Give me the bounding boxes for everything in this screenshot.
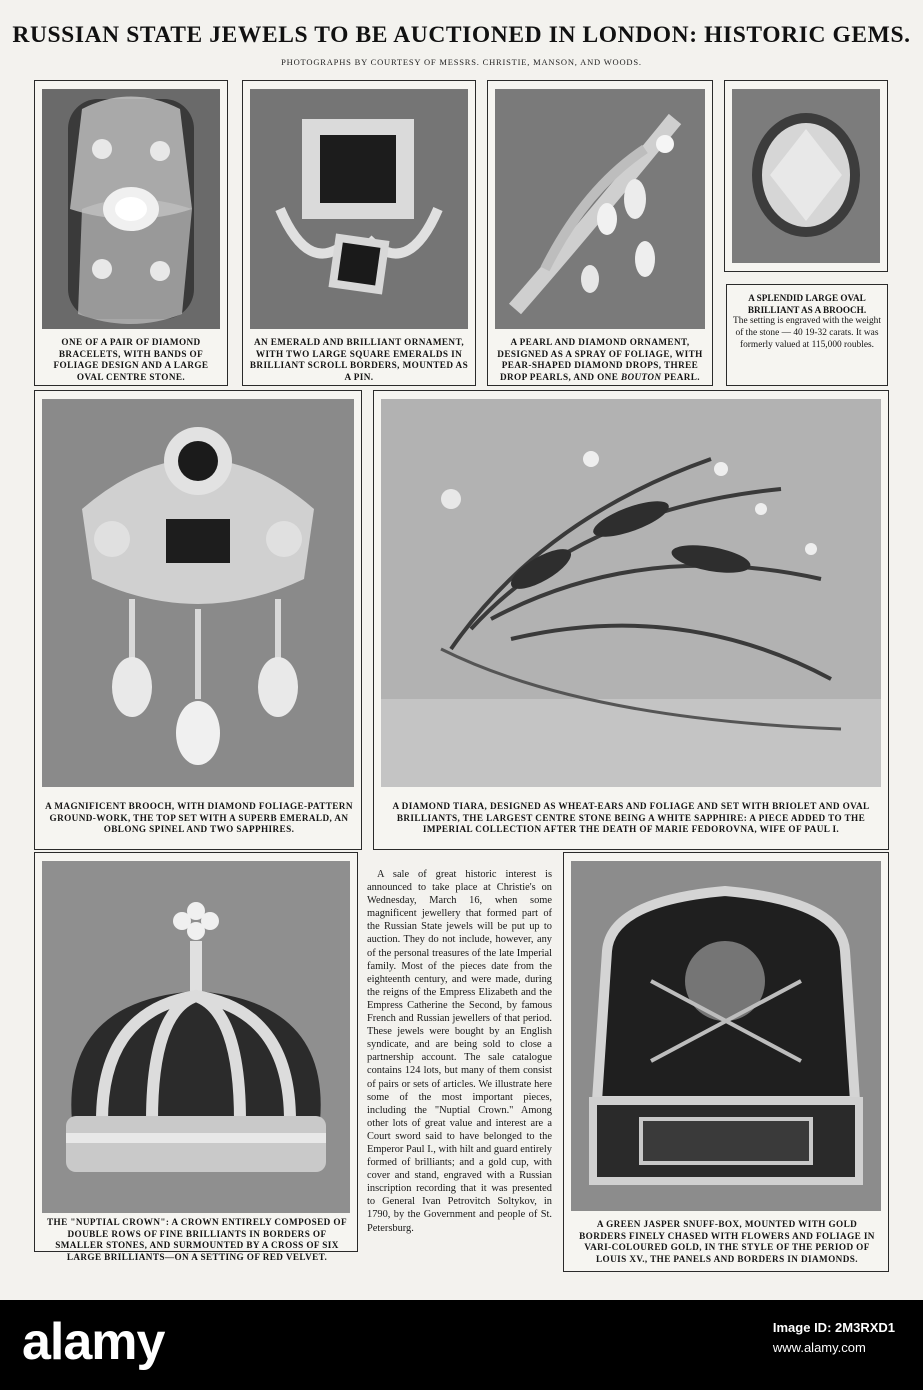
tiara-photo <box>381 399 881 787</box>
alamy-logo: alamy <box>22 1313 165 1371</box>
oval-brilliant-caption-head: A SPLENDID LARGE OVAL BRILLIANT AS A BROOCH. <box>747 293 867 315</box>
brooch-photo <box>42 399 354 787</box>
bracelet-frame <box>34 80 228 386</box>
pearl-ornament-photo <box>495 89 705 329</box>
pearl-caption-italic: BOUTON <box>620 371 662 382</box>
oval-brilliant-caption-body: The setting is engraved with the weight of the stone — 40 19-32 carats. It was formerly valued at 115,000 roubles. <box>733 316 881 350</box>
banner-info <box>773 1318 895 1358</box>
snuff-box-frame <box>563 852 889 1272</box>
image-id: 2M3RXD1 <box>835 1320 895 1335</box>
emerald-ornament-frame <box>242 80 476 386</box>
image-id-label: Image ID: <box>772 1320 832 1335</box>
brooch-frame <box>34 390 362 850</box>
pearl-caption-part-1: A PEARL AND DIAMOND ORNAMENT, DESIGNED AS A SPRAY OF FOLIAGE, WITH PEAR-SHAPED DIAMOND DROPS, THREE DROP PEARLS, AND ONE <box>497 337 703 382</box>
article-text <box>367 868 552 1235</box>
oval-brilliant-caption-box <box>726 284 888 386</box>
oval-brilliant-photo <box>732 89 880 263</box>
article-paragraph: A sale of great historic interest is announced to take place at Christie's on Wednesday, March 16, when some magnificent jewellery that formed part of the Russian State jewels will be put up to auction. They do not include, however, any of the personal treasures of the late Imperial family. Most of the pieces date from the eighteenth century, and were made, during the reigns of the Empress Elizabeth and the Empress Catherine the Second, by famous French and Russian jewellers of that period. These jewels were bought by an English syndicate, and are being sold to close a partnership account. The sale catalogue contains 124 lots, but many of them consist of pairs or sets of articles. We illustrate here some of the most important pieces, including the "Nuptial Crown." Among other lots of great value and interest are a Court sword said to have belonged to the Emperor Paul I., with hilt and guard entirely formed of brilliants; and a gold cup, with cover and stand, engraved with a Russian inscription recording that it was presented to General Ivan Petrovitch Soltykov, in 1790, by the Government and people of St. Petersburg. <box>367 869 552 1234</box>
crown-frame <box>34 852 358 1262</box>
bracelet-caption: ONE OF A PAIR OF DIAMOND BRACELETS, WITH BANDS OF FOLIAGE DESIGN AND A LARGE OVAL CENTRE STONE. <box>53 337 209 382</box>
photo-credit: PHOTOGRAPHS BY COURTESY OF MESSRS. CHRISTIE, MANSON, AND WOODS. <box>281 57 642 67</box>
tiara-caption: A DIAMOND TIARA, DESIGNED AS WHEAT-EARS AND FOLIAGE AND SET WITH BRIOLET AND OVAL BRILLIANTS, THE LARGEST CENTRE STONE BEING A WHITE SAPPHIRE: A PIECE ADDED TO THE IMPERIAL COLLECTION AFTER THE DEATH OF MARIE FEDOROVNA, WIFE OF PAUL I. <box>392 801 870 835</box>
page-title: RUSSIAN STATE JEWELS TO BE AUCTIONED IN LONDON: HISTORIC GEMS. <box>12 22 911 48</box>
oval-brilliant-frame <box>724 80 888 272</box>
snuff-box-photo <box>571 861 881 1211</box>
bracelet-photo <box>42 89 220 329</box>
snuff-box-caption: A GREEN JASPER SNUFF-BOX, MOUNTED WITH GOLD BORDERS FINELY CHASED WITH FLOWERS AND FOLIAGE IN VARI-COLOURED GOLD, IN THE STYLE OF THE PERIOD OF LOUIS XV., THE PANELS AND BORDERS IN DIAMONDS. <box>579 1219 875 1264</box>
emerald-ornament-photo <box>250 89 468 329</box>
pearl-caption-part-2: PEARL. <box>661 371 701 382</box>
crown-photo <box>42 861 350 1213</box>
pearl-ornament-frame <box>487 80 713 386</box>
crown-caption: THE "NUPTIAL CROWN": A CROWN ENTIRELY COMPOSED OF DOUBLE ROWS OF FINE BRILLIANTS IN BORDERS OF SMALLER STONES, AND SURMOUNTED BY A CROSS OF SIX LARGE BRILLIANTS—ON A SETTING OF RED VELVET. <box>47 1217 347 1262</box>
emerald-ornament-caption: AN EMERALD AND BRILLIANT ORNAMENT, WITH TWO LARGE SQUARE EMERALDS IN BRILLIANT SCROLL BORDERS, MOUNTED AS A PIN. <box>249 337 469 382</box>
pearl-ornament-caption <box>494 337 706 383</box>
tiara-frame <box>373 390 889 850</box>
stock-banner <box>0 1300 923 1390</box>
brooch-caption: A MAGNIFICENT BROOCH, WITH DIAMOND FOLIAGE-PATTERN GROUND-WORK, THE TOP SET WITH A SUPERB EMERALD, AN OBLONG SPINEL AND TWO SAPPHIRES. <box>45 801 353 835</box>
stock-url: www.alamy.com <box>772 1340 866 1355</box>
